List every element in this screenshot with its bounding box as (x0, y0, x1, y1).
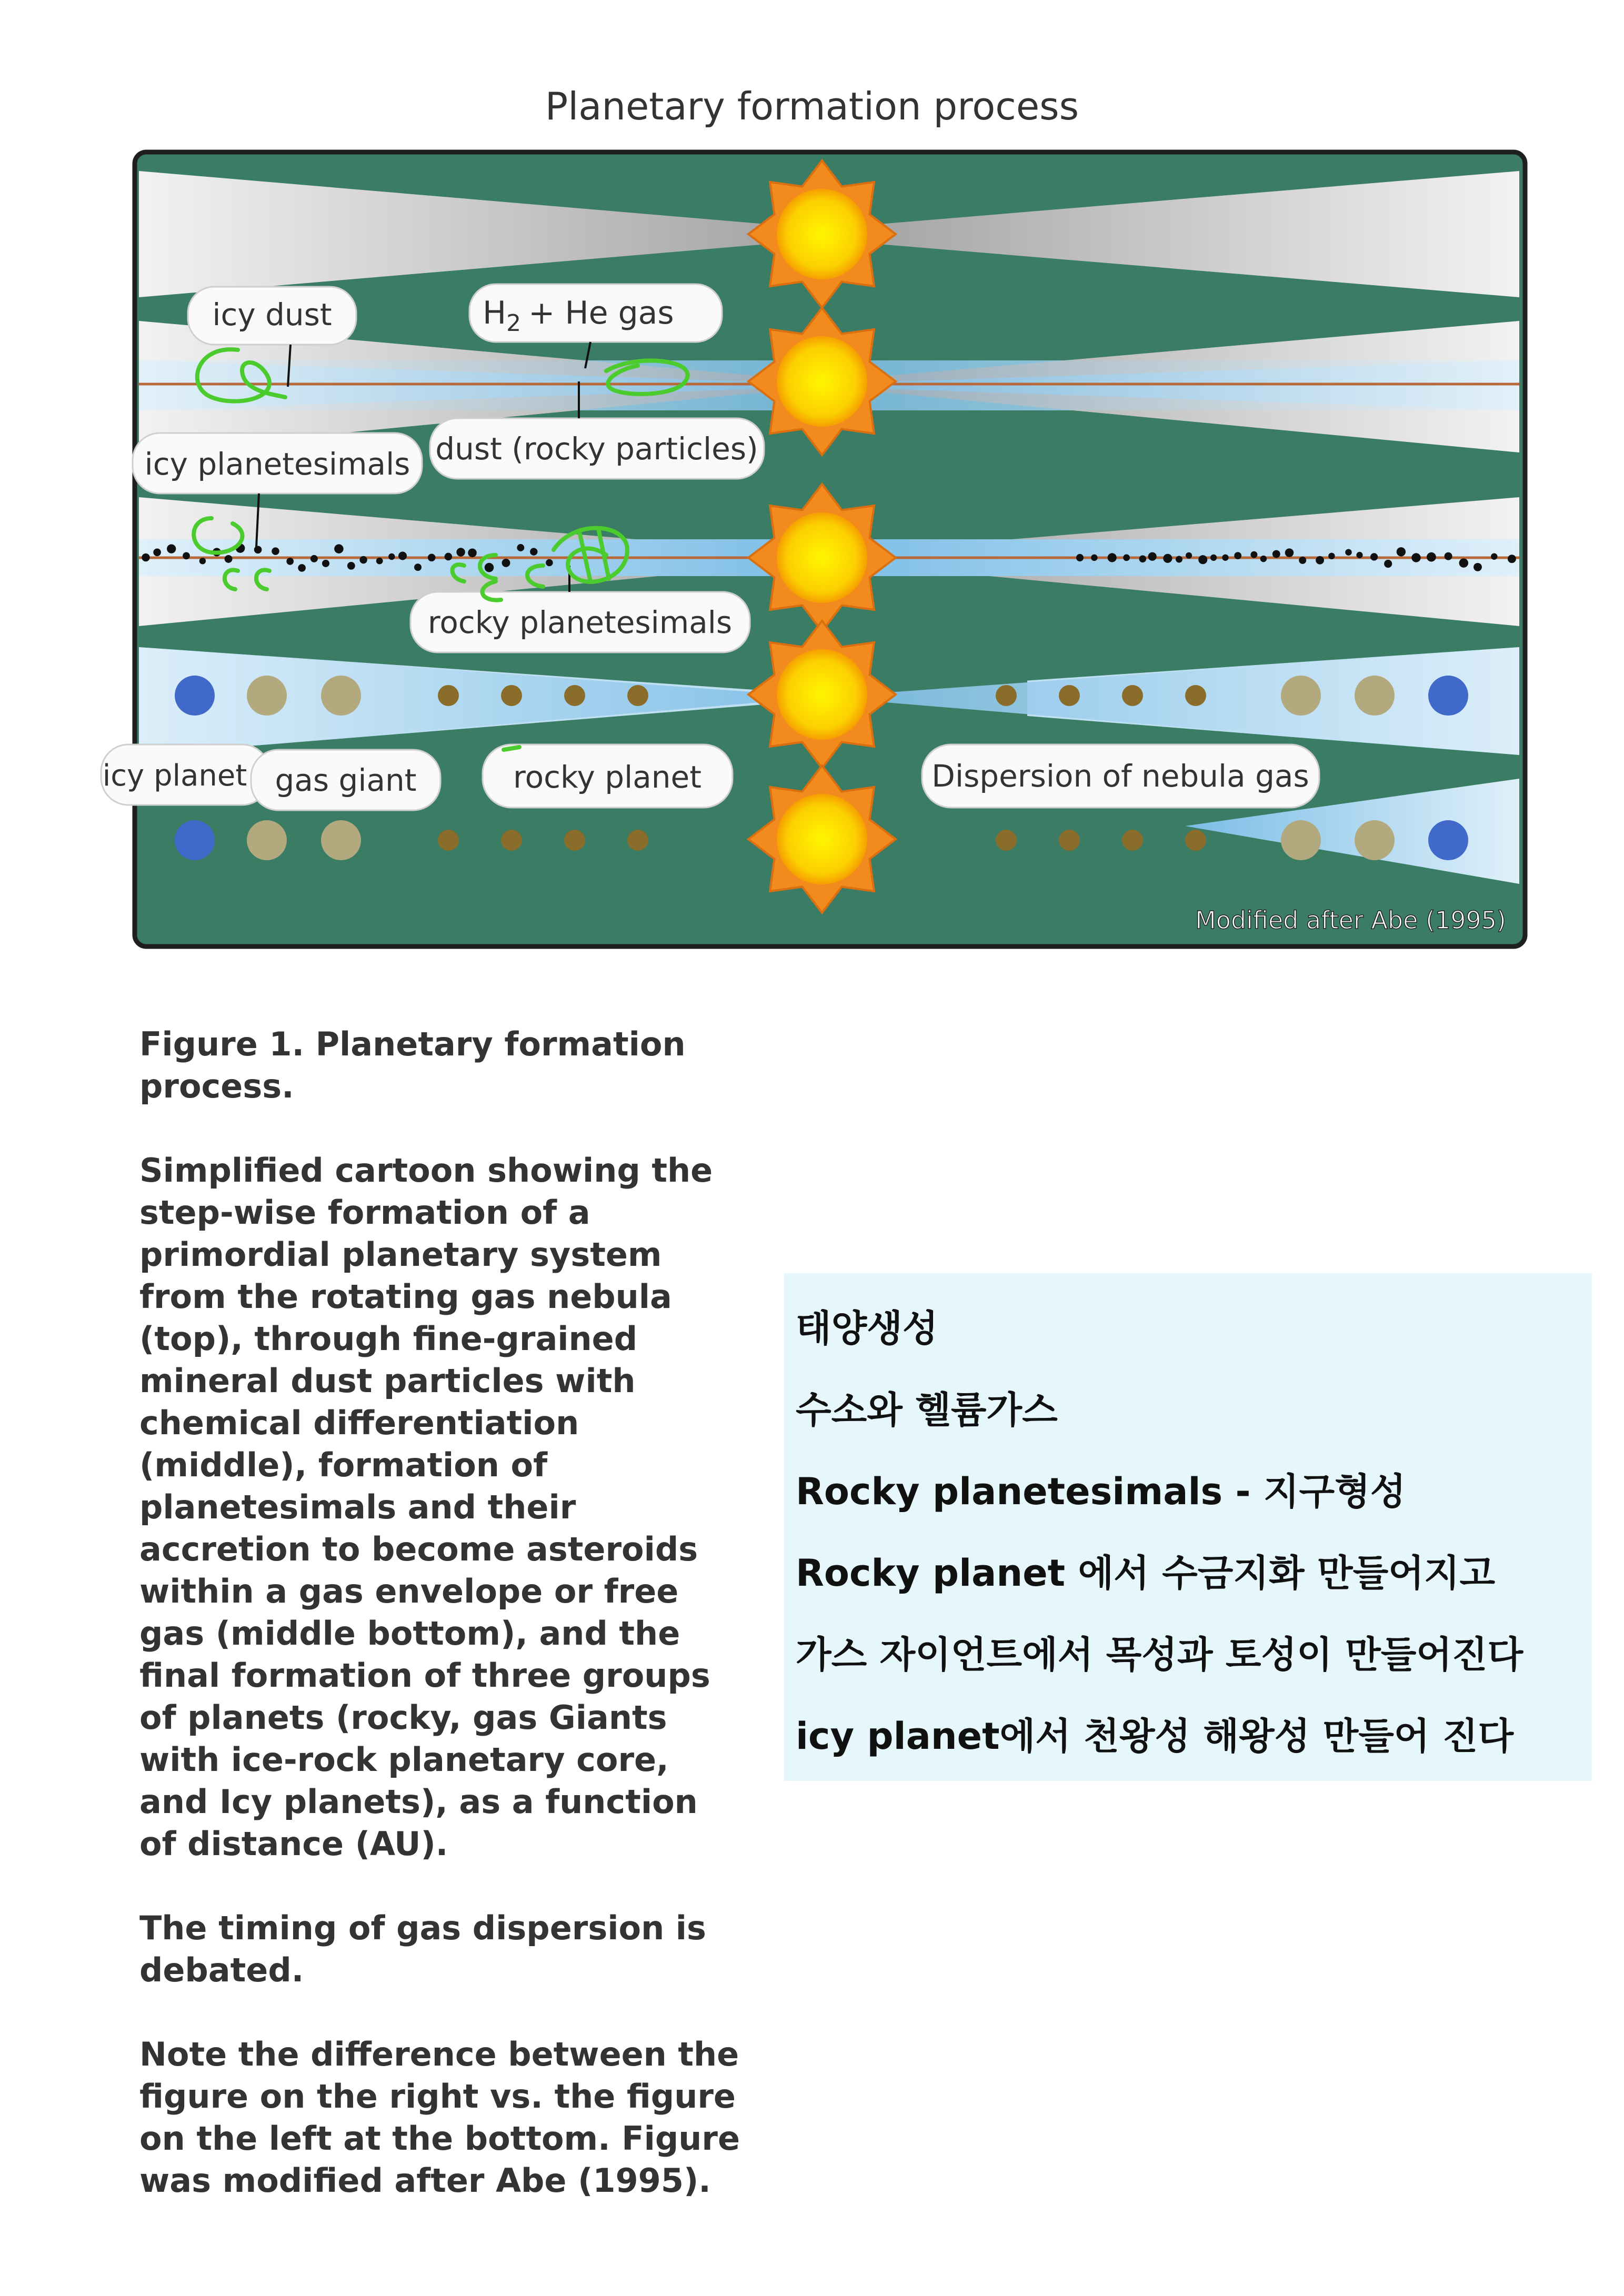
planetesimal-dot (1210, 555, 1217, 561)
planetesimal-dot (347, 562, 355, 570)
planetesimal-dot (1076, 554, 1084, 561)
rocky-planet-label: rocky planet (513, 759, 701, 795)
note-line: icy planet에서 천왕성 해왕성 만들어 진다 (796, 1715, 1514, 1758)
planetesimal-dot (546, 559, 553, 567)
planetesimal-dot (1397, 547, 1406, 556)
gas-giant-planet (247, 820, 287, 860)
rocky-planet (438, 685, 459, 706)
planetesimal-dot (1091, 555, 1098, 561)
planetesimal-dot (1108, 553, 1117, 562)
planetesimal-dot (1260, 556, 1267, 562)
planetesimal-dot (1163, 554, 1172, 563)
sun-icon (748, 766, 896, 913)
dispersion-label: Dispersion of nebula gas (931, 758, 1309, 794)
planetesimal-dot (142, 553, 149, 561)
planetesimal-dot (1356, 552, 1362, 558)
planetesimal-dot (1508, 555, 1516, 563)
planetesimal-dot (398, 551, 407, 560)
planetesimal-dot (428, 553, 436, 561)
planetesimal-dot (322, 560, 329, 567)
planetesimal-dot (1285, 548, 1294, 557)
caption-paragraph: Note the difference between the figure on the right vs. the figure on the left at the bottom. Figure was modified after Abe (1995). (139, 2035, 740, 2200)
figure-title: Planetary formation process (545, 84, 1079, 128)
gas-giant-planet (1281, 676, 1321, 716)
gas-giant-planet (1281, 820, 1321, 860)
planetesimal-dot (1250, 551, 1257, 558)
planetesimal-dot (298, 564, 306, 572)
planetesimal-dot (1411, 553, 1420, 562)
planetesimal-dot (1186, 552, 1192, 559)
sun-icon (748, 160, 896, 308)
planetesimal-dot (1222, 555, 1228, 561)
planetesimal-dot (1491, 553, 1497, 559)
planetesimal-dot (1459, 558, 1468, 567)
planetesimal-dot (517, 544, 524, 551)
gas-giant-planet (321, 676, 361, 716)
planetesimal-dot (388, 553, 395, 560)
planetesimal-dot (445, 553, 453, 561)
planetesimal-dot (456, 548, 465, 556)
icy-planet-label: icy planet (102, 759, 247, 793)
planetesimal-dot (1370, 553, 1378, 560)
rocky-planet (996, 685, 1017, 706)
note-line: 태양생성 (796, 1307, 938, 1350)
label-rocky-planet (483, 744, 733, 808)
label-icy-planet (101, 744, 269, 805)
rocky-planet (996, 830, 1017, 851)
rocky-planetesimals-label: rocky planetesimals (427, 605, 733, 640)
icy-dust-label: icy dust (212, 297, 332, 333)
note-line: Rocky planetesimals - 지구형성 (796, 1470, 1406, 1513)
planetesimal-dot (1234, 552, 1241, 559)
planetesimal-dot (468, 549, 477, 558)
planetesimal-dot (359, 556, 367, 563)
dust-rocky-label: dust (rocky particles) (435, 431, 758, 467)
icy-planet (1428, 820, 1468, 860)
planetesimal-dot (485, 563, 494, 572)
rocky-planet (1185, 685, 1206, 706)
planetesimal-dot (1176, 556, 1182, 562)
planetesimal-dot (1328, 553, 1335, 559)
planetesimal-dot (376, 558, 383, 565)
note-line: 가스 자이언트에서 목성과 토성이 만들어진다 (796, 1633, 1523, 1676)
label-gas-giant (251, 750, 440, 810)
label-dispersion (922, 744, 1319, 808)
note-line: 수소와 헬륨가스 (796, 1388, 1058, 1432)
planetesimal-dot (1148, 552, 1157, 561)
planetesimal-dot (183, 552, 190, 560)
planetesimal-dot (530, 548, 537, 555)
planetesimal-dot (167, 544, 176, 553)
gas-giant-planet (321, 820, 361, 860)
planetesimal-dot (1123, 555, 1130, 561)
planetesimal-dot (225, 555, 233, 563)
rocky-planet (564, 685, 585, 706)
gas-giant-planet (247, 676, 287, 716)
icy-planet (175, 820, 215, 860)
planetesimal-dot (1299, 557, 1306, 564)
credit-label: Modified after Abe (1995) (1195, 906, 1506, 934)
rocky-planet (1059, 685, 1080, 706)
h2-he-gas-prefix: H (483, 295, 507, 331)
h2-he-gas-subscript: 2 (506, 310, 522, 337)
planetesimal-dot (1445, 552, 1452, 560)
planetesimal-dot (199, 558, 206, 564)
planetesimal-dot (1345, 549, 1351, 555)
planetesimal-dot (502, 559, 510, 567)
note-line: Rocky planet 에서 수금지화 만들어지고 (796, 1552, 1496, 1595)
icy-planet (1428, 676, 1468, 716)
sun-icon (748, 308, 896, 455)
planetesimal-dot (334, 544, 344, 553)
rocky-planet (564, 830, 585, 851)
gas-giant-label: gas giant (275, 762, 417, 798)
planetesimal-dot (1473, 563, 1482, 571)
rocky-planet (627, 685, 648, 706)
rocky-planet (1122, 830, 1143, 851)
planetesimal-dot (1384, 560, 1392, 568)
planetary-formation-diagram (102, 150, 1527, 950)
sun-icon (748, 484, 896, 631)
gas-giant-planet (1355, 820, 1395, 860)
sun-icon (748, 621, 896, 768)
planetesimal-dot (1427, 552, 1436, 562)
caption-paragraph: The timing of gas dispersion is debated. (139, 1909, 706, 1989)
rocky-planet (501, 830, 522, 851)
rocky-planet (627, 830, 648, 851)
planetesimal-dot (272, 547, 279, 555)
planetesimal-dot (414, 563, 422, 571)
rocky-planet (1185, 830, 1206, 851)
rocky-planet (1059, 830, 1080, 851)
planetesimal-dot (1316, 556, 1324, 565)
rocky-planet (501, 685, 522, 706)
planetesimal-dot (1272, 550, 1280, 558)
figure-caption (139, 1023, 745, 2244)
caption-heading: Figure 1. Planetary formation process. (139, 1025, 686, 1105)
planetesimal-dot (1139, 556, 1147, 563)
icy-planetesimals-label: icy planetesimals (144, 446, 410, 482)
rocky-planet (1122, 685, 1143, 706)
gas-giant-planet (1355, 676, 1395, 716)
caption-paragraph: Simplified cartoon showing the step-wise formation of a primordial planetary system from the rotating gas nebula (top), through fine-grained mineral dust particles with chemical differentiation (middle), formation of planetesimals and their accretion to become asteroids within a gas envelope or free gas (middle bottom), and the final formation of three groups of planets (rocky, gas Giants with ice-rock planetary core, and Icy planets), as a function of distance (AU). (139, 1151, 713, 1863)
planetesimal-dot (153, 548, 161, 556)
icy-planet (175, 676, 215, 716)
planetesimal-dot (286, 558, 294, 565)
planetesimal-dot (254, 546, 262, 553)
h2-he-gas-rest: + He gas (528, 295, 674, 331)
rocky-planet (438, 830, 459, 851)
planetesimal-dot (1198, 555, 1207, 564)
planetesimal-dot (310, 555, 318, 562)
korean-notes-box (784, 1273, 1592, 1781)
